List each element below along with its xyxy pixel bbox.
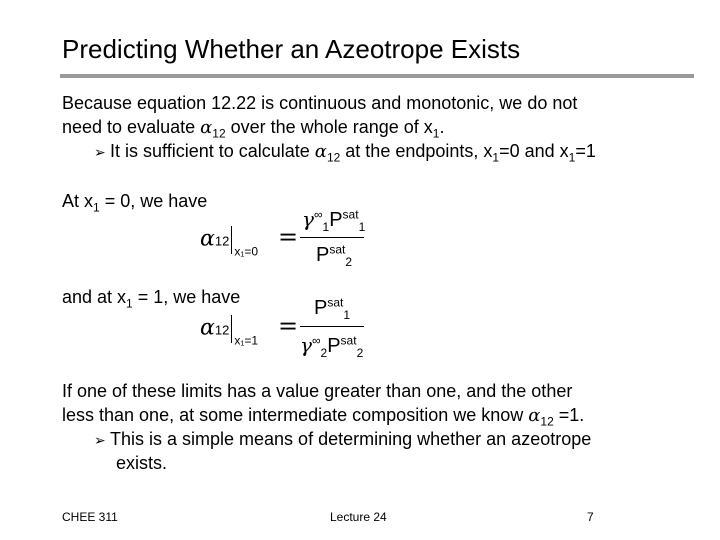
subscript: 12 [214,322,230,338]
text: = 1, we have [132,287,241,307]
slide-title: Predicting Whether an Azeotrope Exists [62,34,521,64]
equation-2-lhs [200,315,258,347]
text: It is sufficient to calculate [110,141,315,161]
text: need to evaluate [62,117,201,137]
subscript: 2 [356,346,364,360]
alpha-symbol: α [200,315,215,341]
subscript: 12 [540,414,554,429]
text: less than one, at some intermediate composition we know [62,405,529,425]
fraction-bar [300,237,364,238]
paragraph-1-line-2 [62,116,444,139]
text: This is a simple means of determining whether an azeotrope [110,429,592,449]
bullet-arrow-icon: ➢ [94,144,106,160]
alpha-symbol: α [528,405,541,426]
subscript: 1 [358,220,366,234]
text: =1 [575,141,596,161]
text: = 0, we have [99,191,208,211]
subscript: 1 [492,150,500,165]
equation-2-denominator [300,333,363,358]
pressure-symbol: P [327,335,341,357]
equation-1-numerator [302,207,365,232]
sat-superscript: sat [340,333,357,348]
subscript: 12 [212,126,226,141]
text: =0 and x [499,141,569,161]
subscript: 2 [320,346,328,360]
alpha-symbol: α [200,226,215,252]
text: and at x [62,287,127,307]
subscript: 1 [432,126,440,141]
alpha-symbol: α [314,141,327,162]
footer-course: CHEE 311 [62,510,118,524]
subscript: 12 [214,233,230,249]
text: at the endpoints, x [340,141,493,161]
evaluation-condition: x₁=0 [234,244,259,259]
subscript: 2 [345,255,353,269]
paragraph-2-line-1: If one of these limits has a value greater than one, and the other [62,381,573,401]
bullet-arrow-icon: ➢ [94,432,106,448]
pressure-symbol: P [329,209,343,231]
text: . [439,117,445,137]
sat-superscript: sat [329,242,346,257]
equation-1-lhs [200,226,258,258]
subscript: 1 [568,150,576,165]
subscript: 1 [93,200,100,215]
paragraph-1-line-1: Because equation 12.22 is continuous and monotonic, we do not [62,93,578,113]
bullet-item-2-continuation: exists. [116,453,168,473]
at-x1-one-label [62,286,241,311]
equals-sign: = [278,223,299,251]
subscript: 1 [343,308,351,322]
bullet-item-2 [94,428,591,451]
subscript: 12 [326,150,341,165]
pressure-symbol: P [314,297,328,319]
infinity-superscript: ∞ [311,333,321,348]
title-divider [60,74,694,78]
footer-page-number: 7 [587,510,594,524]
pressure-symbol: P [316,244,330,266]
equation-2-numerator [314,297,350,320]
fraction-bar [300,326,364,327]
subscript: 1 [126,296,133,311]
infinity-superscript: ∞ [313,207,323,222]
footer-lecture: Lecture 24 [330,510,387,524]
sat-superscript: sat [327,295,344,310]
text: over the whole range of x [225,117,433,137]
evaluation-condition: x₁=1 [234,333,259,348]
paragraph-2-line-2 [62,404,584,427]
bullet-item-1 [94,140,596,163]
at-x1-zero-label [62,190,208,215]
evaluation-bar [231,226,232,254]
text: =1. [553,405,585,425]
evaluation-bar [231,315,232,343]
equals-sign: = [278,312,299,340]
gamma-symbol: γ [300,333,312,357]
sat-superscript: sat [342,207,359,222]
equation-1-denominator [316,244,352,267]
text: At x [62,191,94,211]
alpha-symbol: α [200,117,213,138]
gamma-symbol: γ [302,207,314,231]
subscript: 1 [322,220,330,234]
